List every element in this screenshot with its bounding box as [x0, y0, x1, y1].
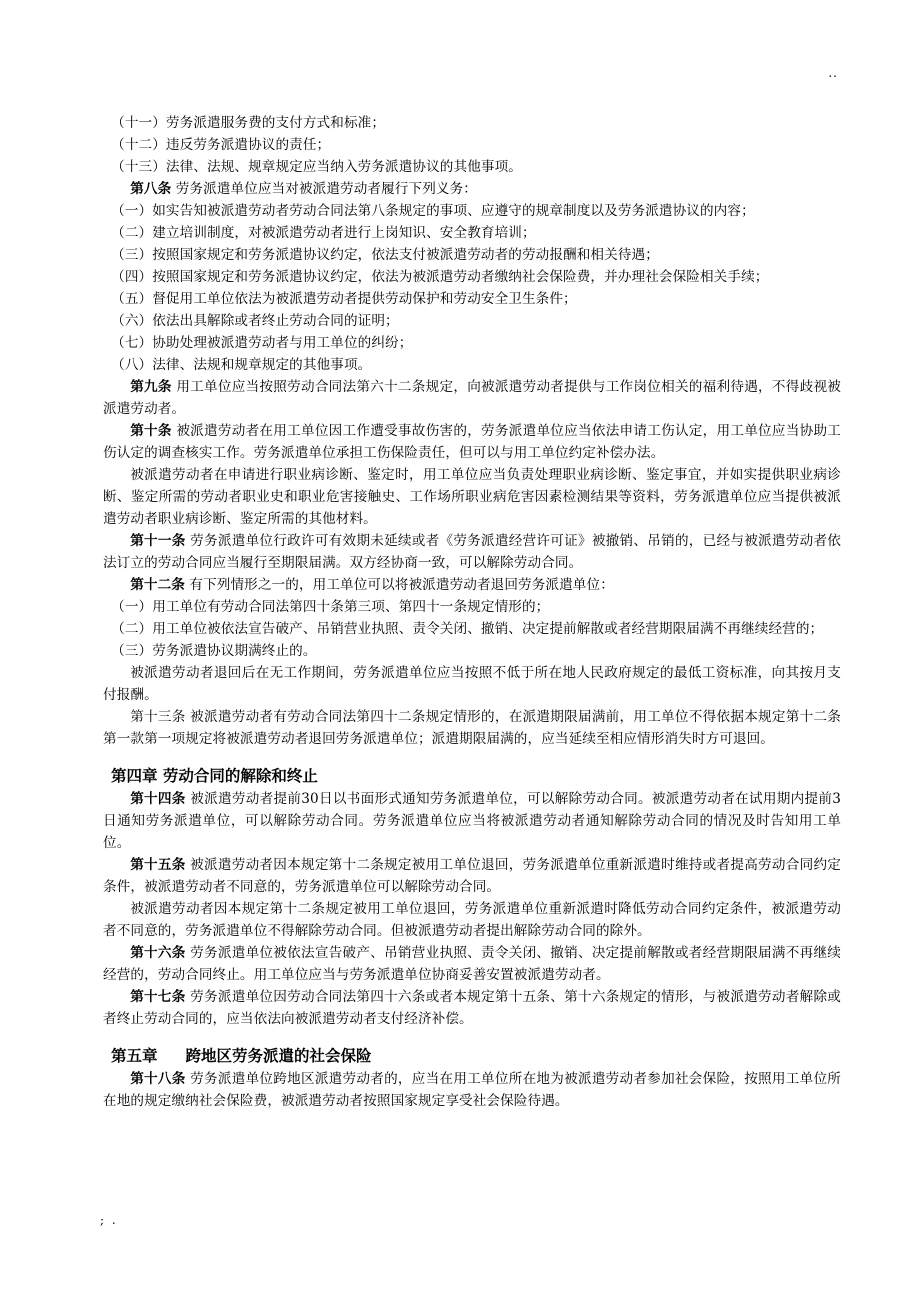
list-item: （五）督促用工单位依法为被派遣劳动者提供劳动保护和劳动安全卫生条件； [111, 291, 577, 307]
chapter-title: 跨地区劳务派遣的社会保险 [185, 1046, 372, 1065]
list-item: （十二）违反劳务派遣协议的责任； [111, 137, 331, 153]
list-item: （八）法律、法规和规章规定的其他事项。 [111, 357, 372, 373]
header-mark: .. [828, 66, 838, 80]
article-13: 第十三条 被派遣劳动者有劳动合同法第四十二条规定情形的，在派遣期限届满前，用工单位不得依据本规定第十二条第一款第一项规定将被派遣劳动者退回劳务派遣单位；派遣期限届满的，应当延续至相应情形消失时方可退回。 [103, 709, 841, 747]
article-text: 用工单位应当按照劳动合同法第六十二条规定，向被派遣劳动者提供与工作岗位相关的福利待遇，不得歧视被派遣劳动者。 [103, 379, 841, 417]
article-label: 第十七条 [130, 989, 186, 1005]
list-item: （三）劳务派遣协议期满终止的。 [111, 643, 317, 659]
list-item: （十三）法律、法规、规章规定应当纳入劳务派遣协议的其他事项。 [111, 159, 522, 175]
article-16 [103, 942, 841, 986]
footer-mark: ; . [100, 1213, 118, 1227]
article-label: 第十二条 [130, 577, 185, 593]
article-9 [103, 376, 841, 420]
article-text: 被派遣劳动者在用工单位因工作遭受事故伤害的，劳务派遣单位应当依法申请工伤认定，用工单位应当协助工伤认定的调查核实工作。劳务派遣单位承担工伤保险责任，但可以与用工单位约定补偿办法。 [103, 423, 841, 461]
chapter-title: 劳动合同的解除和终止 [162, 766, 318, 785]
article-label: 第十一条 [130, 533, 186, 549]
chapter-number: 第五章 [111, 1046, 158, 1065]
list-item: （七）协助处理被派遣劳动者与用工单位的纠纷； [111, 335, 413, 351]
article-paragraph: 被派遣劳动者因本规定第十二条规定被用工单位退回，劳务派遣单位重新派遣时降低劳动合同约定条件，被派遣劳动者不同意的，劳务派遣单位不得解除劳动合同。但被派遣劳动者提出解除劳动合同的除外。 [103, 901, 841, 939]
article-paragraph: 被派遣劳动者在申请进行职业病诊断、鉴定时，用工单位应当负责处理职业病诊断、鉴定事宜，并如实提供职业病诊断、鉴定所需的劳动者职业史和职业危害接触史、工作场所职业病危害因素检测结果等资料，劳务派遣单位应当提供被派遣劳动者职业病诊断、鉴定所需的其他材料。 [103, 467, 841, 527]
article-8 [103, 178, 841, 200]
article-label: 第十六条 [130, 945, 186, 961]
list-item: （六）依法出具解除或者终止劳动合同的证明； [111, 313, 399, 329]
article-label: 第九条 [130, 379, 172, 395]
article-18 [103, 1068, 841, 1112]
list-item: （十一）劳务派遣服务费的支付方式和标准； [111, 115, 386, 131]
article-14 [103, 788, 841, 854]
article-text: 劳务派遣单位跨地区派遣劳动者的，应当在用工单位所在地为被派遣劳动者参加社会保险，按照用工单位所在地的规定缴纳社会保险费，被派遣劳动者按照国家规定享受社会保险待遇。 [103, 1071, 841, 1109]
article-label: 第十八条 [130, 1071, 186, 1087]
article-text: 有下列情形之一的，用工单位可以将被派遣劳动者退回劳务派遣单位： [184, 577, 614, 593]
list-item: （三）按照国家规定和劳务派遣协议约定，依法支付被派遣劳动者的劳动报酬和相关待遇； [111, 247, 659, 263]
chapter-heading [103, 764, 841, 788]
document-body [103, 112, 841, 1112]
list-item: （一）如实告知被派遣劳动者劳动合同法第八条规定的事项、应遵守的规章制度以及劳务派遣协议的内容； [111, 203, 755, 219]
article-text: 劳务派遣单位应当对被派遣劳动者履行下列义务： [171, 181, 477, 197]
article-text: 劳务派遣单位行政许可有效期未延续或者《劳务派遣经营许可证》被撤销、吊销的，已经与被派遣劳动者依法订立的劳动合同应当履行至期限届满。双方经协商一致，可以解除劳动合同。 [103, 533, 841, 571]
article-17 [103, 986, 841, 1030]
list-item: （二）用工单位被依法宣告破产、吊销营业执照、责令关闭、撤销、决定提前解散或者经营期限届满不再继续经营的； [111, 621, 824, 637]
article-label: 第八条 [130, 181, 172, 197]
article-text: 被派遣劳动者提前30日以书面形式通知劳务派遣单位，可以解除劳动合同。被派遣劳动者在试用期内提前3日通知劳务派遣单位，可以解除劳动合同。劳务派遣单位应当将被派遣劳动者通知解除劳动合同的情况及时告知用工单位。 [103, 791, 841, 851]
article-label: 第十四条 [130, 791, 186, 807]
article-paragraph: 被派遣劳动者退回后在无工作期间，劳务派遣单位应当按照不低于所在地人民政府规定的最低工资标准，向其按月支付报酬。 [103, 665, 841, 703]
article-text: 被派遣劳动者因本规定第十二条规定被用工单位退回，劳务派遣单位重新派遣时维持或者提高劳动合同约定条件，被派遣劳动者不同意的，劳务派遣单位可以解除劳动合同。 [103, 857, 841, 895]
article-12 [103, 574, 841, 596]
article-text: 劳务派遣单位被依法宣告破产、吊销营业执照、责令关闭、撤销、决定提前解散或者经营期限届满不再继续经营的，劳动合同终止。用工单位应当与劳务派遣单位协商妥善安置被派遣劳动者。 [103, 945, 841, 983]
chapter-heading [103, 1044, 841, 1068]
article-10 [103, 420, 841, 464]
article-15 [103, 854, 841, 898]
list-item: （四）按照国家规定和劳务派遣协议约定，依法为被派遣劳动者缴纳社会保险费，并办理社会保险相关手续； [111, 269, 769, 285]
article-text: 劳务派遣单位因劳动合同法第四十六条或者本规定第十五条、第十六条规定的情形，与被派遣劳动者解除或者终止劳动合同的，应当依法向被派遣劳动者支付经济补偿。 [103, 989, 841, 1027]
list-item: （一）用工单位有劳动合同法第四十条第三项、第四十一条规定情形的； [111, 599, 550, 615]
article-11 [103, 530, 841, 574]
list-item: （二）建立培训制度，对被派遣劳动者进行上岗知识、安全教育培训； [111, 225, 536, 241]
chapter-number: 第四章 [111, 766, 158, 785]
article-label: 第十条 [130, 423, 172, 439]
article-label: 第十五条 [130, 857, 186, 873]
